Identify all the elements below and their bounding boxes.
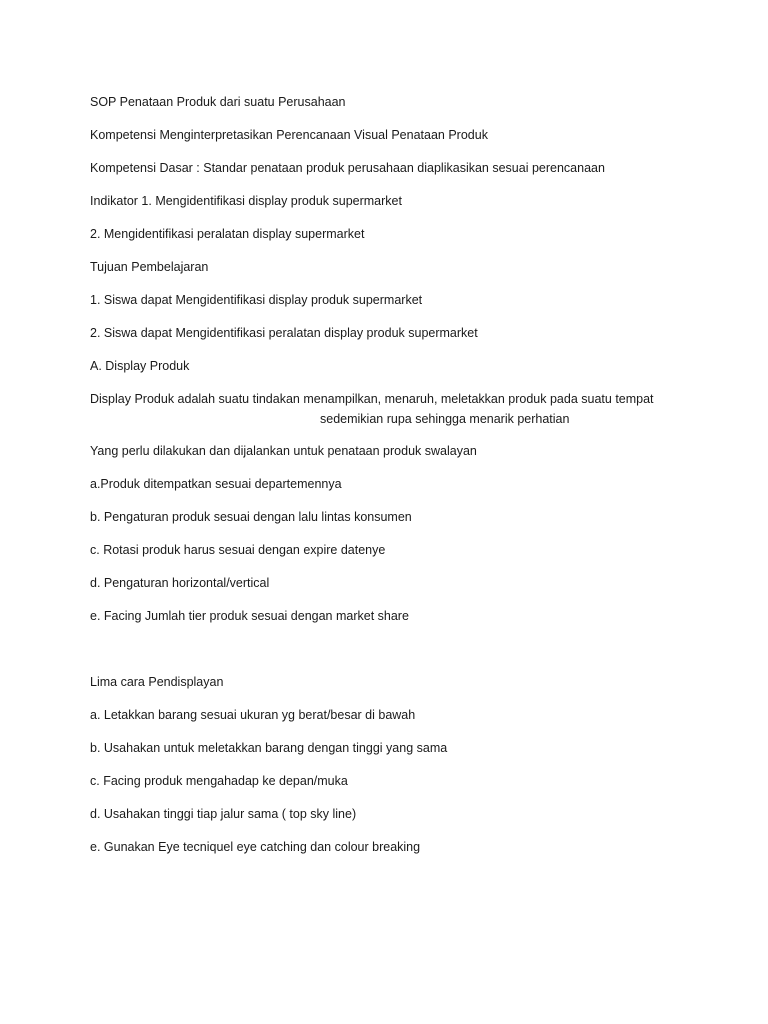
indikator-2-line: 2. Mengidentifikasi peralatan display supermarket <box>90 227 365 241</box>
lima-item: a. Letakkan barang sesuai ukuran yg berat/besar di bawah <box>90 708 416 722</box>
document-title: SOP Penataan Produk dari suatu Perusahaan <box>90 95 346 109</box>
indikator-1-line: Indikator 1. Mengidentifikasi display produk supermarket <box>90 194 402 208</box>
penataan-item: b. Pengaturan produk sesuai dengan lalu lintas konsumen <box>90 510 412 524</box>
lima-item: d. Usahakan tinggi tiap jalur sama ( top sky line) <box>90 807 357 821</box>
penataan-heading: Yang perlu dilakukan dan dijalankan untuk penataan produk swalayan <box>90 444 477 458</box>
penataan-item: e. Facing Jumlah tier produk sesuai dengan market share <box>90 609 409 623</box>
tujuan-heading: Tujuan Pembelajaran <box>90 260 209 274</box>
kompetensi-dasar-line: Kompetensi Dasar : Standar penataan produk perusahaan diaplikasikan sesuai perencanaan <box>90 161 605 175</box>
tujuan-item: 1. Siswa dapat Mengidentifikasi display produk supermarket <box>90 293 423 307</box>
penataan-item: d. Pengaturan horizontal/vertical <box>90 576 270 590</box>
lima-item: c. Facing produk mengahadap ke depan/muka <box>90 774 348 788</box>
kompetensi-line: Kompetensi Menginterpretasikan Perencanaan Visual Penataan Produk <box>90 128 488 142</box>
lima-item: b. Usahakan untuk meletakkan barang dengan tinggi yang sama <box>90 741 448 755</box>
definition-line-1: Display Produk adalah suatu tindakan menampilkan, menaruh, meletakkan produk pada suatu tempat <box>90 392 654 406</box>
penataan-item: c. Rotasi produk harus sesuai dengan expire datenye <box>90 543 386 557</box>
tujuan-item: 2. Siswa dapat Mengidentifikasi peralatan display produk supermarket <box>90 326 478 340</box>
definition-line-2: sedemikian rupa sehingga menarik perhatian <box>320 412 570 426</box>
lima-item: e. Gunakan Eye tecniquel eye catching dan colour breaking <box>90 840 421 854</box>
lima-heading: Lima cara Pendisplayan <box>90 675 224 689</box>
penataan-item: a.Produk ditempatkan sesuai departemennya <box>90 477 342 491</box>
section-a-heading: A. Display Produk <box>90 359 190 373</box>
